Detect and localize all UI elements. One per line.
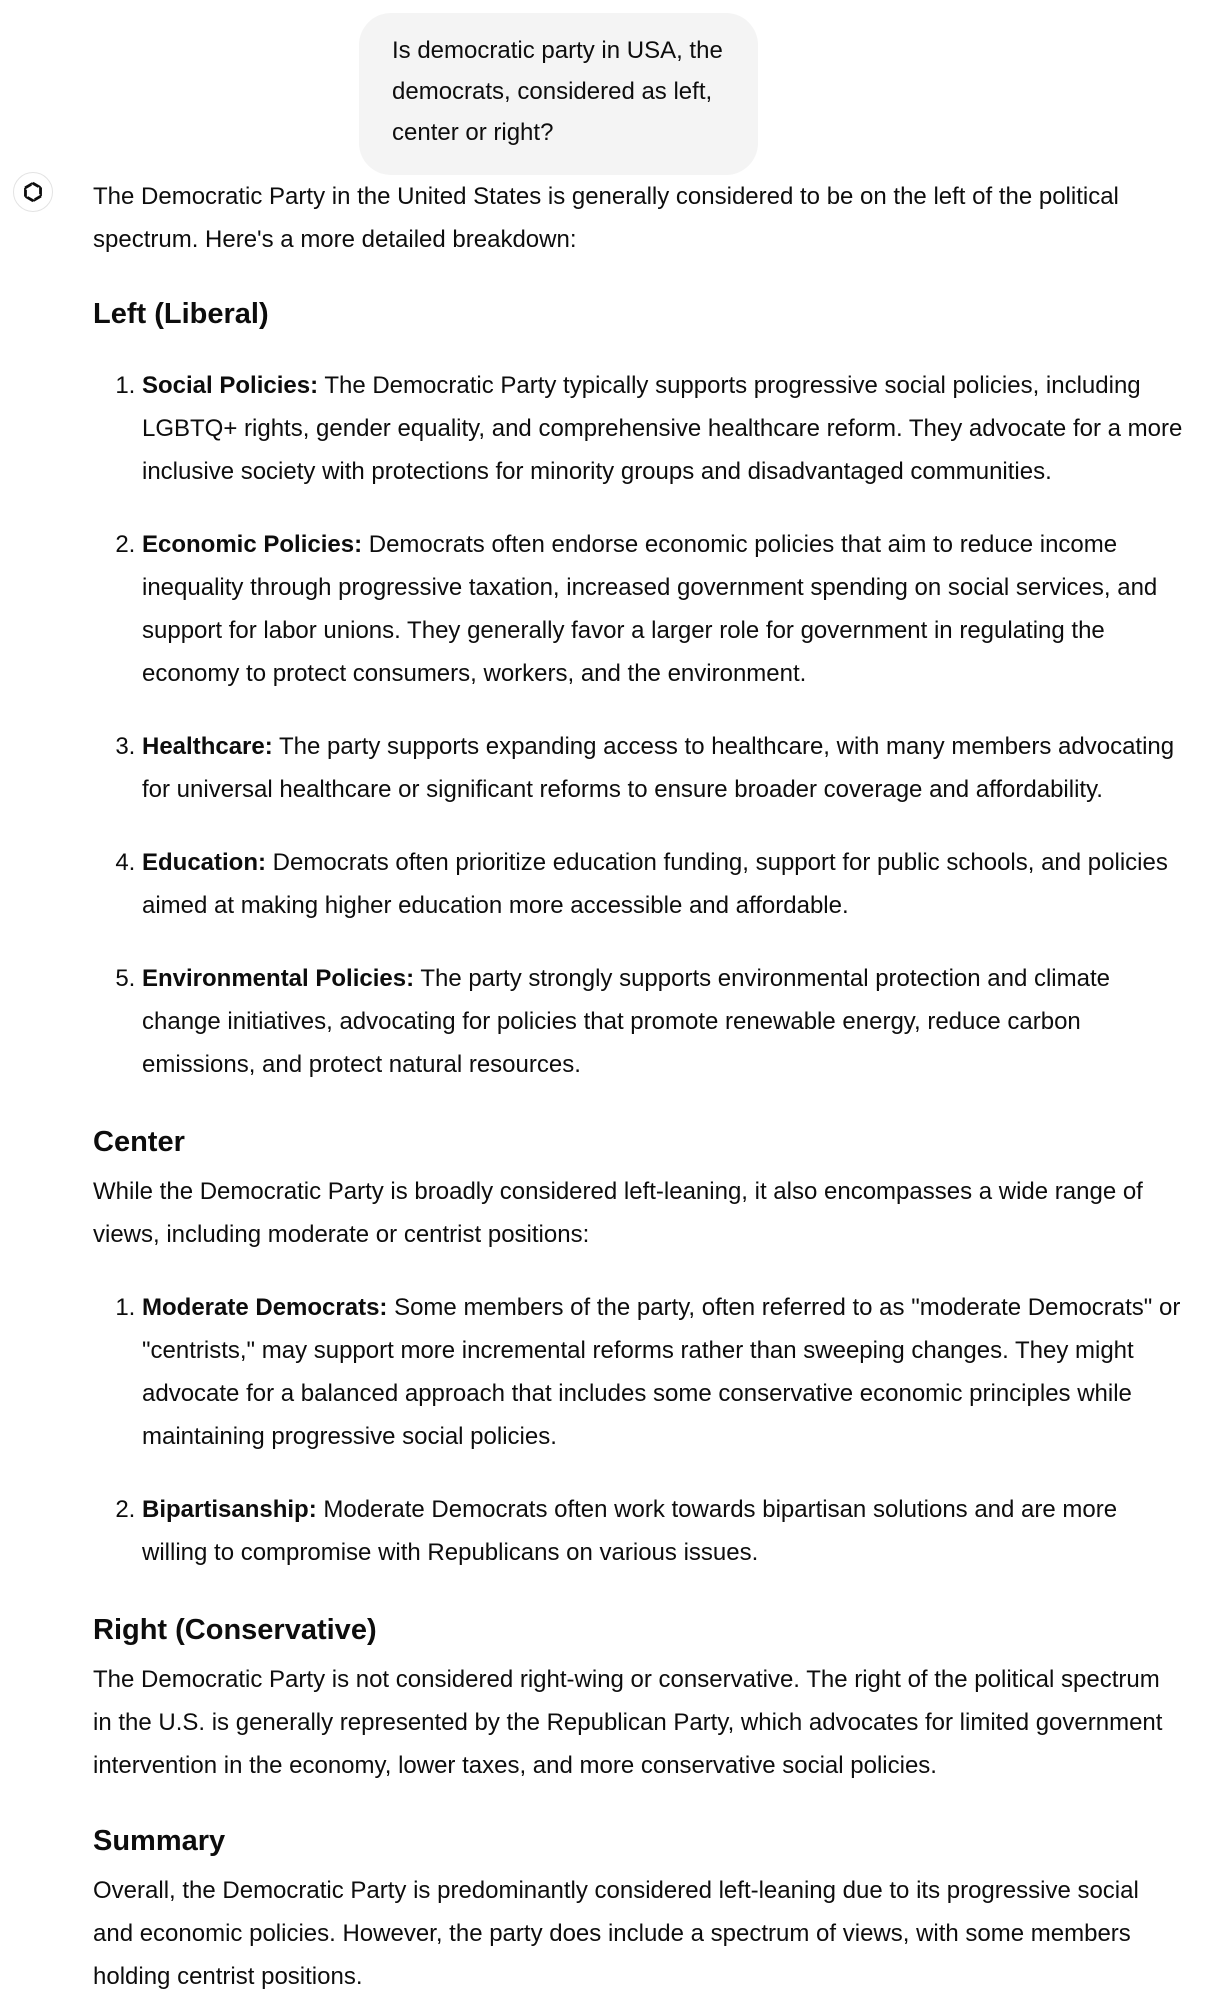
user-message-text: Is democratic party in USA, the democrats, considered as left, center or right? <box>392 37 723 146</box>
summary-heading: Summary <box>93 1825 226 1857</box>
item-text: Moderate Democrats often work towards bipartisan solutions and are more willing to compromise with Republicans on various issues. <box>142 1496 1118 1566</box>
item-text: The Democratic Party typically supports progressive social policies, including LGBTQ+ rights, gender equality, and comprehensive healthcare reform. They advocate for a more inclusive society with protections for minority groups and disadvantaged communities. <box>142 372 1183 485</box>
center-heading: Center <box>93 1126 185 1158</box>
summary-paragraph: Overall, the Democratic Party is predominantly considered left-leaning due to its progressive social and economic policies. However, the party does include a spectrum of views, with some members holding centrist positions. <box>93 1877 1139 1990</box>
item-term: Moderate Democrats: <box>142 1294 388 1321</box>
item-term: Bipartisanship: <box>142 1496 317 1523</box>
list-item <box>142 1286 1183 1458</box>
right-heading: Right (Conservative) <box>93 1614 377 1646</box>
assistant-message <box>93 175 1183 1998</box>
item-text: Democrats often prioritize education funding, support for public schools, and policies aimed at making higher education more accessible and affordable. <box>142 849 1168 919</box>
left-list <box>93 364 1183 1086</box>
list-item <box>142 364 1183 493</box>
user-message-bubble <box>359 13 758 175</box>
item-text: The party supports expanding access to healthcare, with many members advocating for universal healthcare or significant reforms to ensure broader coverage and affordability. <box>142 733 1175 803</box>
item-term: Social Policies: <box>142 372 319 399</box>
item-text: Some members of the party, often referred to as "moderate Democrats" or "centrists," may support more incremental reforms rather than sweeping changes. They might advocate for a balanced approach that includes some conservative economic principles while maintaining progressive social policies. <box>142 1294 1181 1450</box>
openai-logo-icon <box>19 178 47 206</box>
item-term: Environmental Policies: <box>142 965 415 992</box>
list-item <box>142 725 1183 811</box>
center-intro: While the Democratic Party is broadly considered left-leaning, it also encompasses a wide range of views, including moderate or centrist positions: <box>93 1178 1143 1248</box>
right-paragraph: The Democratic Party is not considered right-wing or conservative. The right of the political spectrum in the U.S. is generally represented by the Republican Party, which advocates for limited government intervention in the economy, lower taxes, and more conservative social policies. <box>93 1666 1163 1779</box>
item-term: Healthcare: <box>142 733 273 760</box>
item-term: Economic Policies: <box>142 531 363 558</box>
center-list <box>93 1286 1183 1574</box>
list-item <box>142 523 1183 695</box>
assistant-avatar <box>13 172 53 212</box>
list-item <box>142 1488 1183 1574</box>
list-item <box>142 957 1183 1086</box>
item-term: Education: <box>142 849 266 876</box>
item-text: Democrats often endorse economic policies that aim to reduce income inequality through progressive taxation, increased government spending on social services, and support for labor unions. They generally favor a larger role for government in regulating the economy to protect consumers, workers, and the environment. <box>142 531 1158 687</box>
left-heading: Left (Liberal) <box>93 298 269 330</box>
intro-paragraph: The Democratic Party in the United States is generally considered to be on the left of the political spectrum. Here's a more detailed breakdown: <box>93 183 1119 253</box>
item-text: The party strongly supports environmental protection and climate change initiatives, advocating for policies that promote renewable energy, reduce carbon emissions, and protect natural resources. <box>142 965 1110 1078</box>
list-item <box>142 841 1183 927</box>
